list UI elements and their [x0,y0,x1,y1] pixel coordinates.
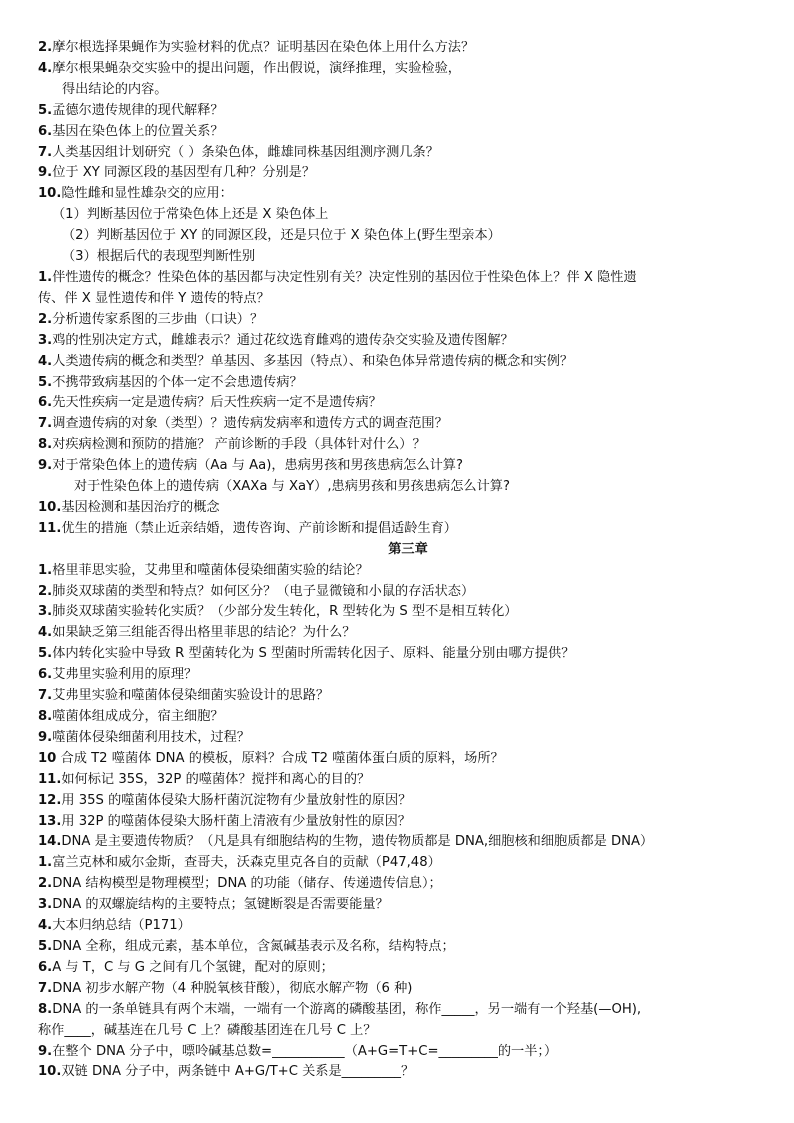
sub-item: （1）判断基因位于常染色体上还是 X 染色体上 [52,207,329,223]
question-line: 2.肺炎双球菌的类型和特点？如何区分？（电子显微镜和小鼠的存活状态） [38,583,475,599]
question-line-continuation: 称作____，碱基连在几号 C 上？磷酸基团连在几号 C 上？ [38,1022,377,1038]
question-line: 9.在整个 DNA 分子中，嘌呤碱基总数=___________（A+G=T+C=_________的一半；） [38,1043,558,1059]
question-line: 8.噬菌体组成成分，宿主细胞？ [38,709,224,724]
question-line: 4.摩尔根果蝇杂交实验中的提出问题，作出假说，演绎推理，实验检验， [38,60,461,76]
question-line: 8.DNA 的一条单链具有两个末端，一端有一个游离的磷酸基团，称作_____，另一端有一个羟基(—OH), [38,1001,642,1017]
question-line: 9.噬菌体侵染细菌利用技术，过程？ [38,729,250,745]
question-line: 9.对于常染色体上的遗传病（Aa 与 Aa)，患病男孩和男孩患病怎么计算? [38,458,463,474]
question-line: 10.隐性雌和显性雄杂交的应用： [38,186,233,202]
question-line: 11.如何标记 35S，32P 的噬菌体？搅拌和离心的目的？ [38,771,371,787]
question-line: 4.如果缺乏第三组能否得出格里菲思的结论？为什么？ [38,625,356,641]
question-line-continuation: 得出结论的内容。 [62,81,168,97]
question-line: 7.人类基因组计划研究（ ）条染色体，雌雄同株基因组测序测几条？ [38,144,439,160]
question-line: 4.大本归纳总结（P171） [38,918,191,934]
sub-item: （3）根据后代的表现型判断性别 [62,249,256,265]
question-line: 2.DNA 结构模型是物理模型；DNA 的功能（储存、传递遗传信息）； [38,876,442,892]
question-line: 3.鸡的性别决定方式，雌雄表示？通过花纹选育雌鸡的遗传杂交实验及遗传图解？ [38,332,514,348]
question-line: 12.用 35S 的噬菌体侵染大肠杆菌沉淀物有少量放射性的原因？ [38,792,412,808]
question-line: 6.先天性疾病一定是遗传病？后天性疾病一定不是遗传病？ [38,395,382,411]
question-line: 1.格里菲思实验，艾弗里和噬菌体侵染细菌实验的结论？ [38,562,369,578]
question-line: 10 合成 T2 噬菌体 DNA 的模板，原料？合成 T2 噬菌体蛋白质的原料，场所？ [38,750,504,766]
question-line: 11.优生的措施（禁止近亲结婚，遗传咨询、产前诊断和提倡适龄生育） [38,520,457,536]
question-line: 4.人类遗传病的概念和类型？单基因、多基因（特点）、和染色体异常遗传病的概念和实例？ [38,353,574,369]
question-line: 14.DNA 是主要遗传物质？（凡是具有细胞结构的生物，遗传物质都是 DNA,细胞核和细胞质都是 DNA） [38,834,654,850]
question-line: 7.DNA 初步水解产物（4 种脱氧核苷酸），彻底水解产物（6 种) [38,980,413,996]
question-line-continuation: 传、伴 X 显性遗传和伴 Y 遗传的特点？ [38,290,270,306]
question-line: 13.用 32P 的噬菌体侵染大肠杆菌上清液有少量放射性的原因？ [38,813,411,829]
question-line: 6.艾弗里实验利用的原理？ [38,667,198,683]
question-line: 5.孟德尔遗传规律的现代解释？ [38,102,224,118]
question-line: 2.分析遗传家系图的三步曲（口诀）？ [38,311,264,327]
question-line-continuation: 对于性染色体上的遗传病（XAXa 与 XaY）,患病男孩和男孩患病怎么计算? [74,479,510,495]
document-page [38,38,778,1083]
question-line: 10.双链 DNA 分子中，两条链中 A+G/T+C 关系是_________？ [38,1064,415,1080]
question-line: 3.DNA 的双螺旋结构的主要特点；氢键断裂是否需要能量？ [38,897,389,913]
question-line: 1.富兰克林和威尔金斯，查哥夫，沃森克里克各自的贡献（P47,48） [38,855,441,871]
chapter-heading: 第三章 [388,541,428,557]
question-line: 6.基因在染色体上的位置关系？ [38,123,224,139]
question-line: 7.调查遗传病的对象（类型）？遗传病发病率和遗传方式的调查范围？ [38,416,448,432]
question-line: 3.肺炎双球菌实验转化实质？（少部分发生转化，R 型转化为 S 型不是相互转化） [38,604,518,620]
question-line: 7.艾弗里实验和噬菌体侵染细菌实验设计的思路？ [38,688,330,704]
question-line: 1.伴性遗传的概念？性染色体的基因都与决定性别有关？决定性别的基因位于性染色体上？伴 X 隐性遗 [38,269,637,285]
question-line: 5.体内转化实验中导致 R 型菌转化为 S 型菌时所需转化因子、原料、能量分别由哪方提供？ [38,646,575,662]
question-line: 9.位于 XY 同源区段的基因型有几种？分别是？ [38,165,316,181]
question-line: 8.对疾病检测和预防的措施？ 产前诊断的手段（具体针对什么）？ [38,437,426,453]
question-line: 2.摩尔根选择果蝇作为实验材料的优点？证明基因在染色体上用什么方法？ [38,40,475,55]
question-line: 5.不携带致病基因的个体一定不会患遗传病？ [38,374,303,390]
question-line: 10.基因检测和基因治疗的概念 [38,499,220,515]
question-line: 6.A 与 T，C 与 G 之间有几个氢键，配对的原则； [38,959,334,975]
sub-item: （2）判断基因位于 XY 的同源区段，还是只位于 X 染色体上(野生型亲本） [62,228,501,244]
question-line: 5.DNA 全称，组成元素，基本单位，含氮碱基表示及名称，结构特点； [38,938,455,954]
